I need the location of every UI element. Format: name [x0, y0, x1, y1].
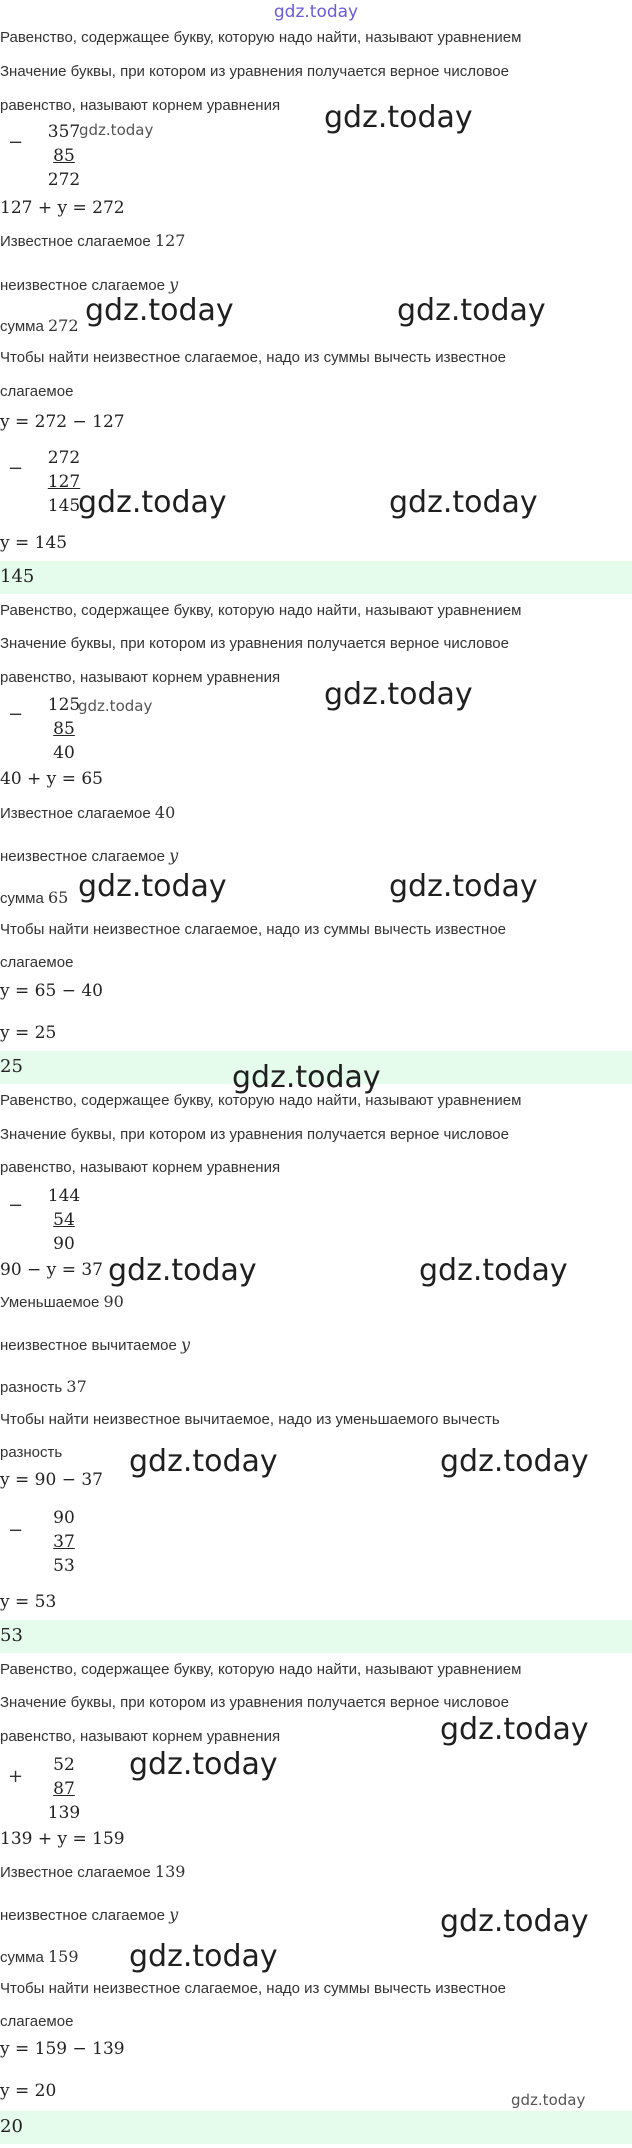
- watermark: gdz.today: [79, 121, 154, 139]
- column-bottom: 54: [53, 1210, 75, 1230]
- rule-line-1: Чтобы найти неизвестное слагаемое, надо из суммы вычесть известное: [0, 921, 507, 938]
- watermark: gdz.today: [324, 677, 473, 712]
- watermark: gdz.today: [129, 1939, 278, 1974]
- unknown-addend: неизвестное слагаемое y: [0, 1905, 179, 1924]
- sum: сумма 159: [0, 1947, 79, 1966]
- column-result: 40: [53, 743, 75, 763]
- operator-sign: −: [8, 458, 24, 479]
- watermark: gdz.today: [419, 1253, 568, 1288]
- watermark: gdz.today: [85, 293, 234, 328]
- expression: y = 272 − 127: [0, 412, 125, 432]
- expression: y = 90 − 37: [0, 1470, 103, 1490]
- watermark: gdz.today: [324, 100, 473, 135]
- answer-value: 20: [0, 2116, 23, 2137]
- sum: сумма 65: [0, 888, 69, 907]
- watermark: gdz.today: [232, 1060, 381, 1095]
- result: y = 145: [0, 533, 68, 553]
- site-logo: gdz.today: [273, 2, 359, 22]
- rule-line-1: Чтобы найти неизвестное слагаемое, надо из суммы вычесть известное: [0, 1980, 507, 1997]
- definition-equation: Равенство, содержащее букву, которую надо найти, называют уравнением: [0, 1092, 522, 1109]
- rule-line-2: слагаемое: [0, 383, 74, 400]
- result: y = 20: [0, 2081, 57, 2101]
- unknown-subtrahend: неизвестное вычитаемое y: [0, 1335, 191, 1354]
- column-bottom: 85: [53, 719, 75, 739]
- equation: 40 + y = 65: [0, 769, 103, 789]
- column-top: 144: [47, 1186, 81, 1206]
- definition-root-1: Значение буквы, при котором из уравнения получается верное числовое: [0, 63, 509, 80]
- answer-value: 53: [0, 1625, 23, 1646]
- column-bottom: 87: [53, 1779, 75, 1799]
- column-result: 139: [47, 1803, 81, 1823]
- column-bottom: 85: [53, 146, 75, 166]
- column-result: 53: [53, 1556, 75, 1576]
- operator-sign: −: [8, 1520, 24, 1541]
- column-result: 145: [47, 496, 81, 516]
- watermark: gdz.today: [440, 1444, 589, 1479]
- definition-equation: Равенство, содержащее букву, которую надо найти, называют уравнением: [0, 1661, 522, 1678]
- definition-root-2: равенство, называют корнем уравнения: [0, 669, 281, 686]
- column-top: 52: [53, 1755, 75, 1775]
- answer-bar: [0, 2111, 632, 2144]
- watermark: gdz.today: [129, 1444, 278, 1479]
- expression: y = 65 − 40: [0, 981, 103, 1001]
- rule-line-2: слагаемое: [0, 954, 74, 971]
- column-bottom: 127: [47, 472, 81, 492]
- watermark: gdz.today: [78, 869, 227, 904]
- watermark: gdz.today: [78, 697, 153, 715]
- watermark: gdz.today: [440, 1904, 589, 1939]
- equation: 90 − y = 37: [0, 1260, 103, 1280]
- column-bottom: 37: [53, 1532, 75, 1552]
- unknown-addend: неизвестное слагаемое y: [0, 275, 179, 294]
- column-top: 357: [47, 122, 81, 142]
- expression: y = 159 − 139: [0, 2039, 125, 2059]
- watermark: gdz.today: [397, 293, 546, 328]
- watermark: gdz.today: [511, 2091, 586, 2109]
- answer-bar: [0, 1620, 632, 1653]
- definition-equation: Равенство, содержащее букву, которую надо найти, называют уравнением: [0, 602, 522, 619]
- difference: разность 37: [0, 1377, 87, 1396]
- known-addend: Известное слагаемое 40: [0, 803, 176, 822]
- answer-value: 25: [0, 1056, 23, 1077]
- result: y = 53: [0, 1592, 57, 1612]
- answer-value: 145: [0, 566, 35, 587]
- definition-root-2: равенство, называют корнем уравнения: [0, 1159, 281, 1176]
- column-top: 125: [47, 695, 81, 715]
- rule-line-1: Чтобы найти неизвестное слагаемое, надо из суммы вычесть известное: [0, 349, 507, 366]
- column-result: 272: [47, 170, 81, 190]
- sum: сумма 272: [0, 316, 79, 335]
- equation: 139 + y = 159: [0, 1829, 125, 1849]
- definition-equation: Равенство, содержащее букву, которую надо найти, называют уравнением: [0, 29, 522, 46]
- watermark: gdz.today: [389, 485, 538, 520]
- definition-root-1: Значение буквы, при котором из уравнения получается верное числовое: [0, 1694, 509, 1711]
- operator-sign: −: [8, 1195, 24, 1216]
- watermark: gdz.today: [108, 1253, 257, 1288]
- column-top: 272: [47, 448, 81, 468]
- operator-sign: −: [8, 704, 24, 725]
- rule-line-2: разность: [0, 1444, 63, 1461]
- watermark: gdz.today: [78, 485, 227, 520]
- known-addend: Известное слагаемое 127: [0, 231, 186, 250]
- equation: 127 + y = 272: [0, 198, 125, 218]
- operator-sign: +: [8, 1766, 24, 1787]
- rule-line-2: слагаемое: [0, 2013, 74, 2030]
- answer-bar: [0, 561, 632, 594]
- operator-sign: −: [8, 132, 24, 153]
- watermark: gdz.today: [129, 1747, 278, 1782]
- minuend: Уменьшаемое 90: [0, 1292, 124, 1311]
- known-addend: Известное слагаемое 139: [0, 1862, 186, 1881]
- watermark: gdz.today: [389, 869, 538, 904]
- result: y = 25: [0, 1023, 57, 1043]
- definition-root-2: равенство, называют корнем уравнения: [0, 1728, 281, 1745]
- column-result: 90: [53, 1234, 75, 1254]
- rule-line-1: Чтобы найти неизвестное вычитаемое, надо из уменьшаемого вычесть: [0, 1411, 500, 1428]
- definition-root-1: Значение буквы, при котором из уравнения получается верное числовое: [0, 635, 509, 652]
- watermark: gdz.today: [440, 1712, 589, 1747]
- unknown-addend: неизвестное слагаемое y: [0, 846, 179, 865]
- column-top: 90: [53, 1508, 75, 1528]
- definition-root-1: Значение буквы, при котором из уравнения получается верное числовое: [0, 1126, 509, 1143]
- definition-root-2: равенство, называют корнем уравнения: [0, 97, 281, 114]
